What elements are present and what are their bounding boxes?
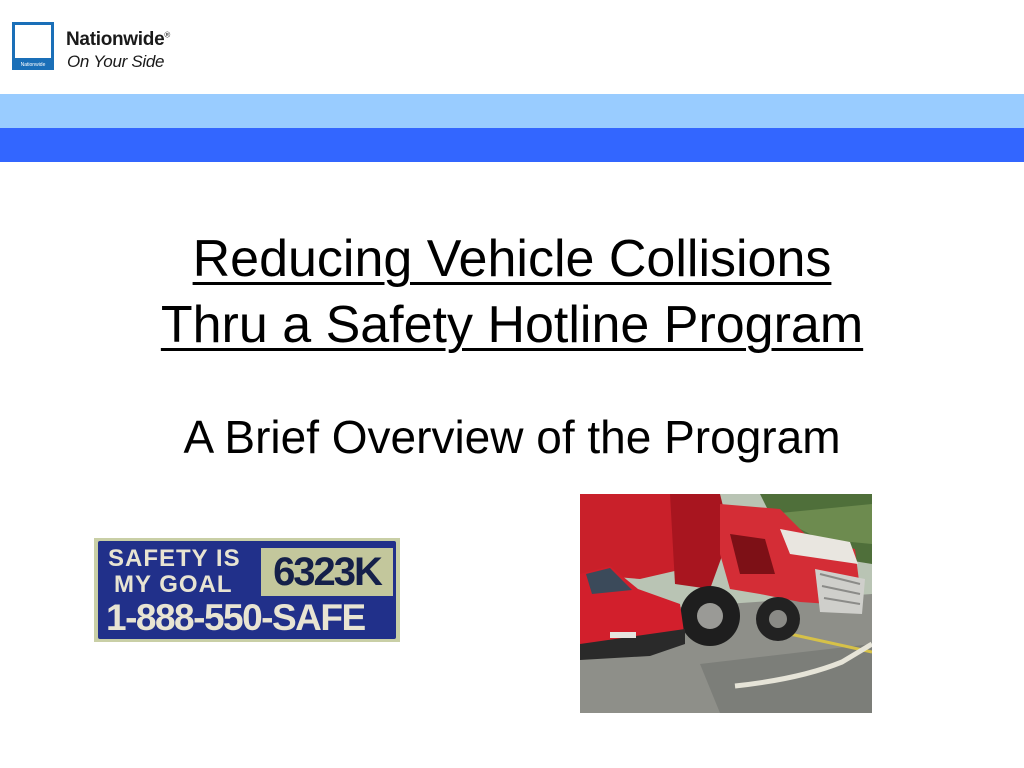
logo-mark-text: Nationwide xyxy=(20,62,46,68)
safety-hotline-sign xyxy=(94,538,400,642)
header-band-light xyxy=(0,94,1024,128)
logo-tagline: On Your Side xyxy=(67,52,165,71)
vehicle-id-tag: 6323K xyxy=(261,548,393,596)
title-line-1: Reducing Vehicle Collisions xyxy=(192,230,832,288)
slide-subtitle: A Brief Overview of the Program xyxy=(183,411,841,463)
truck-collision-photo xyxy=(580,494,872,713)
title-line-2: Thru a Safety Hotline Program xyxy=(160,296,864,354)
hotline-phone-number: 1-888-550-SAFE xyxy=(106,597,365,638)
logo-wordmark: Nationwide® xyxy=(66,29,170,50)
header-band-dark xyxy=(0,128,1024,162)
sign-text-line-1: SAFETY IS xyxy=(108,545,241,572)
slide-title xyxy=(0,226,1024,358)
sign-panel xyxy=(98,541,396,639)
nationwide-logo-icon xyxy=(12,22,54,70)
nationwide-logo xyxy=(12,22,202,72)
sign-text-line-2: MY GOAL xyxy=(114,571,233,598)
